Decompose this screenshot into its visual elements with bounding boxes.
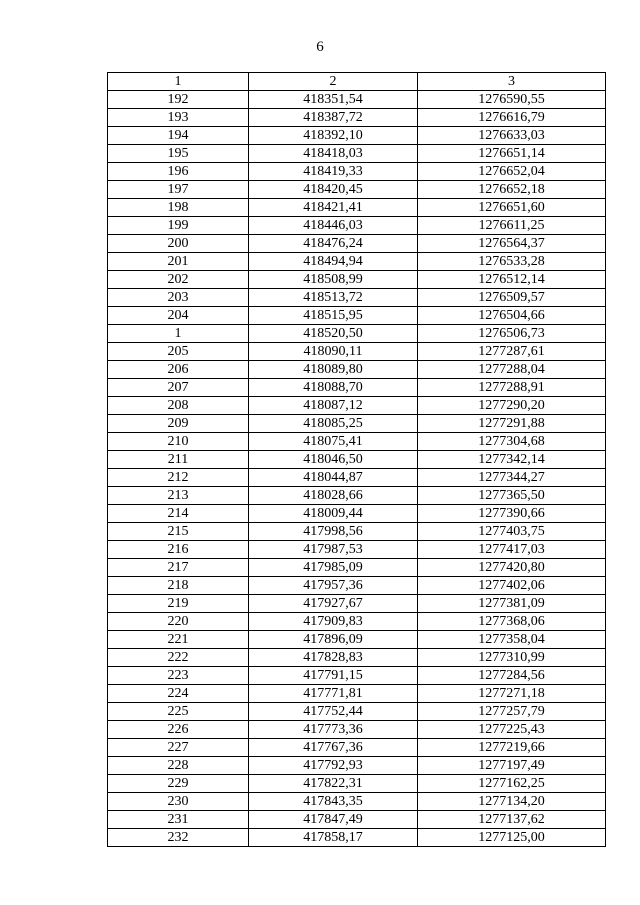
- point-number-cell: 227: [108, 739, 249, 757]
- coordinate-y-cell: 1277219,66: [418, 739, 606, 757]
- table-row: [108, 451, 606, 469]
- table-row: [108, 631, 606, 649]
- point-number-cell: 225: [108, 703, 249, 721]
- point-number-cell: 196: [108, 163, 249, 181]
- table-row: [108, 793, 606, 811]
- point-number-cell: 201: [108, 253, 249, 271]
- coordinate-x-cell: 417771,81: [249, 685, 418, 703]
- coordinate-x-cell: 418088,70: [249, 379, 418, 397]
- point-number-cell: 222: [108, 649, 249, 667]
- point-number-cell: 193: [108, 109, 249, 127]
- coordinate-x-cell: 418087,12: [249, 397, 418, 415]
- coordinate-x-cell: 417843,35: [249, 793, 418, 811]
- coordinate-x-cell: 417792,93: [249, 757, 418, 775]
- table-row: [108, 109, 606, 127]
- coordinate-x-cell: 418075,41: [249, 433, 418, 451]
- coordinate-x-cell: 417773,36: [249, 721, 418, 739]
- coordinate-y-cell: 1277358,04: [418, 631, 606, 649]
- point-number-cell: 204: [108, 307, 249, 325]
- point-number-cell: 206: [108, 361, 249, 379]
- coordinate-x-cell: 417909,83: [249, 613, 418, 631]
- point-number-cell: 214: [108, 505, 249, 523]
- coordinate-y-cell: 1277420,80: [418, 559, 606, 577]
- table-row: [108, 397, 606, 415]
- coordinate-y-cell: 1277162,25: [418, 775, 606, 793]
- coordinate-x-cell: 418046,50: [249, 451, 418, 469]
- point-number-cell: 212: [108, 469, 249, 487]
- coordinate-x-cell: 418520,50: [249, 325, 418, 343]
- coordinate-x-cell: 418419,33: [249, 163, 418, 181]
- table-row: [108, 325, 606, 343]
- point-number-cell: 200: [108, 235, 249, 253]
- table-row: [108, 775, 606, 793]
- point-number-cell: 203: [108, 289, 249, 307]
- coordinate-y-cell: 1276652,04: [418, 163, 606, 181]
- table-row: [108, 541, 606, 559]
- coordinate-x-cell: 418387,72: [249, 109, 418, 127]
- coordinate-y-cell: 1277368,06: [418, 613, 606, 631]
- coordinate-x-cell: 418421,41: [249, 199, 418, 217]
- point-number-cell: 1: [108, 325, 249, 343]
- coordinate-y-cell: 1277125,00: [418, 829, 606, 847]
- coordinate-y-cell: 1277288,04: [418, 361, 606, 379]
- coordinate-x-cell: 418009,44: [249, 505, 418, 523]
- coordinate-x-cell: 417791,15: [249, 667, 418, 685]
- table-row: [108, 577, 606, 595]
- column-header-1: 1: [108, 73, 249, 91]
- coordinate-y-cell: 1276616,79: [418, 109, 606, 127]
- point-number-cell: 230: [108, 793, 249, 811]
- coordinate-x-cell: 418028,66: [249, 487, 418, 505]
- coordinate-y-cell: 1277225,43: [418, 721, 606, 739]
- table-row: [108, 703, 606, 721]
- coordinate-y-cell: 1276652,18: [418, 181, 606, 199]
- point-number-cell: 192: [108, 91, 249, 109]
- table-row: [108, 613, 606, 631]
- table-row: [108, 361, 606, 379]
- coordinate-y-cell: 1277417,03: [418, 541, 606, 559]
- coordinate-x-cell: 418085,25: [249, 415, 418, 433]
- point-number-cell: 208: [108, 397, 249, 415]
- table-row: [108, 433, 606, 451]
- point-number-cell: 216: [108, 541, 249, 559]
- table-row: [108, 757, 606, 775]
- point-number-cell: 205: [108, 343, 249, 361]
- coordinate-x-cell: 417987,53: [249, 541, 418, 559]
- coordinate-y-cell: 1277381,09: [418, 595, 606, 613]
- coordinate-y-cell: 1277288,91: [418, 379, 606, 397]
- coordinate-x-cell: 418494,94: [249, 253, 418, 271]
- coordinate-y-cell: 1277310,99: [418, 649, 606, 667]
- table-row: [108, 649, 606, 667]
- table-row: [108, 811, 606, 829]
- table-row: [108, 595, 606, 613]
- coordinate-y-cell: 1277365,50: [418, 487, 606, 505]
- coordinate-y-cell: 1276564,37: [418, 235, 606, 253]
- coordinate-y-cell: 1277304,68: [418, 433, 606, 451]
- point-number-cell: 229: [108, 775, 249, 793]
- coordinate-y-cell: 1276651,60: [418, 199, 606, 217]
- table-row: [108, 685, 606, 703]
- coordinate-x-cell: 418044,87: [249, 469, 418, 487]
- table-row: [108, 487, 606, 505]
- table-row: [108, 559, 606, 577]
- point-number-cell: 202: [108, 271, 249, 289]
- coordinate-y-cell: 1277271,18: [418, 685, 606, 703]
- table-row: [108, 217, 606, 235]
- coordinate-y-cell: 1276506,73: [418, 325, 606, 343]
- point-number-cell: 218: [108, 577, 249, 595]
- coordinate-y-cell: 1277390,66: [418, 505, 606, 523]
- coordinate-y-cell: 1277403,75: [418, 523, 606, 541]
- coordinate-y-cell: 1277291,88: [418, 415, 606, 433]
- point-number-cell: 226: [108, 721, 249, 739]
- coordinate-y-cell: 1277287,61: [418, 343, 606, 361]
- coordinate-y-cell: 1277137,62: [418, 811, 606, 829]
- coordinate-x-cell: 417752,44: [249, 703, 418, 721]
- table-row: [108, 721, 606, 739]
- table-row: [108, 127, 606, 145]
- coordinate-x-cell: 417985,09: [249, 559, 418, 577]
- point-number-cell: 198: [108, 199, 249, 217]
- table-row: [108, 145, 606, 163]
- coordinate-x-cell: 418513,72: [249, 289, 418, 307]
- table-row: [108, 379, 606, 397]
- coordinate-x-cell: 418392,10: [249, 127, 418, 145]
- coordinate-x-cell: 418508,99: [249, 271, 418, 289]
- point-number-cell: 228: [108, 757, 249, 775]
- point-number-cell: 197: [108, 181, 249, 199]
- coordinate-x-cell: 418351,54: [249, 91, 418, 109]
- point-number-cell: 195: [108, 145, 249, 163]
- coordinate-x-cell: 418089,80: [249, 361, 418, 379]
- point-number-cell: 215: [108, 523, 249, 541]
- point-number-cell: 211: [108, 451, 249, 469]
- table-row: [108, 667, 606, 685]
- coordinate-y-cell: 1276512,14: [418, 271, 606, 289]
- table-row: [108, 415, 606, 433]
- point-number-cell: 210: [108, 433, 249, 451]
- table-row: [108, 91, 606, 109]
- coordinate-y-cell: 1277134,20: [418, 793, 606, 811]
- coordinate-x-cell: 418515,95: [249, 307, 418, 325]
- coordinate-x-cell: 417767,36: [249, 739, 418, 757]
- coordinate-y-cell: 1276633,03: [418, 127, 606, 145]
- coordinate-y-cell: 1277257,79: [418, 703, 606, 721]
- coordinate-x-cell: 417927,67: [249, 595, 418, 613]
- coordinate-x-cell: 418446,03: [249, 217, 418, 235]
- coordinate-x-cell: 418418,03: [249, 145, 418, 163]
- point-number-cell: 209: [108, 415, 249, 433]
- point-number-cell: 194: [108, 127, 249, 145]
- point-number-cell: 223: [108, 667, 249, 685]
- coordinate-x-cell: 418090,11: [249, 343, 418, 361]
- coordinate-x-cell: 417998,56: [249, 523, 418, 541]
- table-row: [108, 523, 606, 541]
- table-row: [108, 829, 606, 847]
- table-row: [108, 163, 606, 181]
- column-header-3: 3: [418, 73, 606, 91]
- coordinate-x-cell: 418420,45: [249, 181, 418, 199]
- coordinate-y-cell: 1277342,14: [418, 451, 606, 469]
- point-number-cell: 224: [108, 685, 249, 703]
- coordinate-y-cell: 1276504,66: [418, 307, 606, 325]
- point-number-cell: 207: [108, 379, 249, 397]
- coordinate-y-cell: 1276509,57: [418, 289, 606, 307]
- table-row: [108, 235, 606, 253]
- table-row: [108, 271, 606, 289]
- coordinate-y-cell: 1276651,14: [418, 145, 606, 163]
- coordinate-x-cell: 417847,49: [249, 811, 418, 829]
- coordinate-y-cell: 1277290,20: [418, 397, 606, 415]
- table-header-row: [108, 73, 606, 91]
- coordinate-y-cell: 1276611,25: [418, 217, 606, 235]
- coordinate-x-cell: 417957,36: [249, 577, 418, 595]
- coordinate-x-cell: 418476,24: [249, 235, 418, 253]
- point-number-cell: 221: [108, 631, 249, 649]
- point-number-cell: 199: [108, 217, 249, 235]
- table-row: [108, 289, 606, 307]
- table-row: [108, 199, 606, 217]
- table-row: [108, 253, 606, 271]
- coordinates-table: [107, 72, 606, 847]
- point-number-cell: 232: [108, 829, 249, 847]
- point-number-cell: 213: [108, 487, 249, 505]
- coordinate-y-cell: 1277402,06: [418, 577, 606, 595]
- table-row: [108, 469, 606, 487]
- coordinate-x-cell: 417858,17: [249, 829, 418, 847]
- coordinate-y-cell: 1277197,49: [418, 757, 606, 775]
- coordinate-y-cell: 1277344,27: [418, 469, 606, 487]
- point-number-cell: 217: [108, 559, 249, 577]
- table-row: [108, 181, 606, 199]
- table-row: [108, 505, 606, 523]
- coordinate-y-cell: 1276533,28: [418, 253, 606, 271]
- coordinate-x-cell: 417822,31: [249, 775, 418, 793]
- table-row: [108, 307, 606, 325]
- table-body: [108, 91, 606, 847]
- column-header-2: 2: [249, 73, 418, 91]
- table-row: [108, 343, 606, 361]
- page-number: 6: [316, 39, 324, 55]
- coordinate-y-cell: 1276590,55: [418, 91, 606, 109]
- point-number-cell: 219: [108, 595, 249, 613]
- point-number-cell: 231: [108, 811, 249, 829]
- coordinate-x-cell: 417896,09: [249, 631, 418, 649]
- coordinate-x-cell: 417828,83: [249, 649, 418, 667]
- table-row: [108, 739, 606, 757]
- coordinate-y-cell: 1277284,56: [418, 667, 606, 685]
- point-number-cell: 220: [108, 613, 249, 631]
